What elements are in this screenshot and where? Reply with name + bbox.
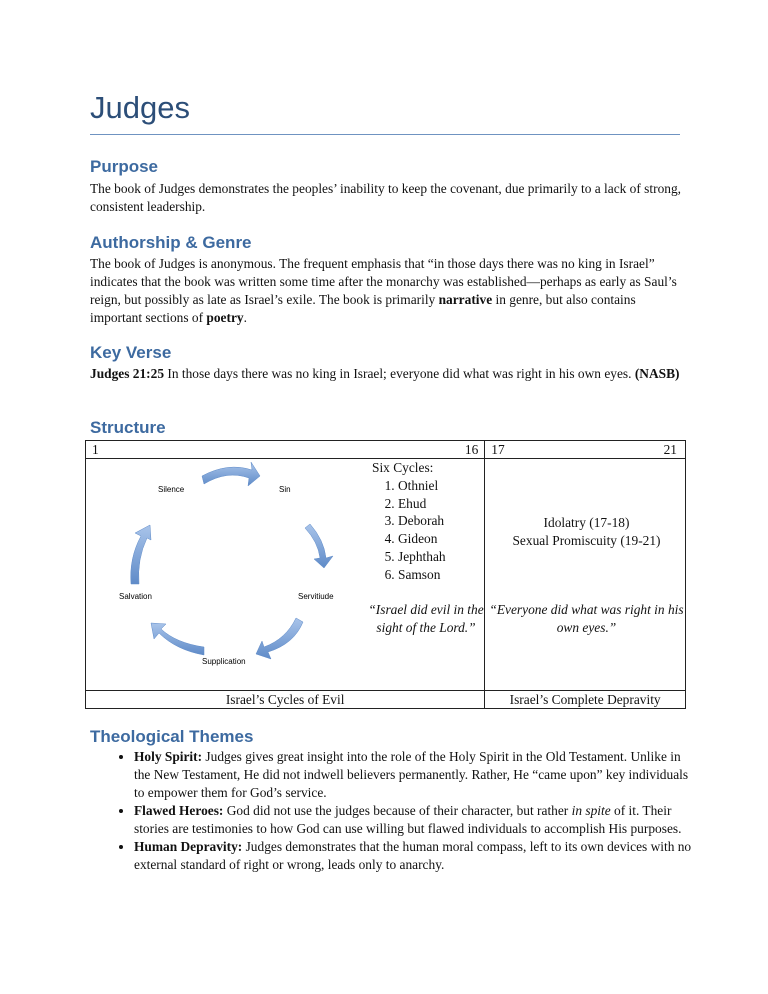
cycle-item: 2. Ehud	[398, 495, 446, 513]
cycle-item: 3. Deborah	[398, 512, 446, 530]
cycle-item: 4. Gideon	[398, 530, 446, 548]
narrative-term: narrative	[438, 292, 493, 307]
key-verse-text: Judges 21:25 In those days there was no king in Israel; everyone did what was right in his own eyes. (NASB)	[90, 366, 680, 381]
quote-right: “Everyone did what was right in his own eyes.”	[489, 602, 684, 635]
themes-heading: Theological Themes	[90, 727, 254, 746]
depravity-cell	[485, 459, 686, 691]
range-1-cell	[86, 441, 485, 459]
range-2-cell	[485, 441, 686, 459]
theme-item-flawed-heroes: • Flawed Heroes: God did not use the judges because of their character, but rather in spite of it. Their stories are testimonies to how God can use willing but flawed individuals to accomplish His purposes.	[134, 802, 692, 838]
caption-left: Israel’s Cycles of Evil	[86, 691, 485, 709]
key-verse-version: (NASB)	[634, 366, 680, 381]
arrow-supplication-to-salvation	[151, 623, 204, 655]
theme-item-human-depravity: • Human Depravity: Judges demonstrates that the human moral compass, left to its own devices with no external standard of right or wrong, leads only to anarchy.	[134, 838, 692, 874]
arrow-servitude-to-supplication	[256, 618, 303, 659]
label-sin: Sin	[279, 485, 291, 494]
cycle-diagram	[110, 458, 360, 678]
six-cycles	[372, 459, 446, 584]
quote-left: “Israel did evil in the sight of the Lord.”	[368, 602, 484, 635]
label-supplication: Supplication	[202, 657, 246, 666]
purpose-text: The book of Judges demonstrates the peoples’ inability to keep the covenant, due primarily to a lack of strong, consistent leadership.	[90, 181, 682, 214]
cycle-item: 6. Samson	[398, 566, 446, 584]
theme-item-holy-spirit: • Holy Spirit: Judges gives great insight into the role of the Holy Spirit in the Old Testament. Unlike in the New Testament, He did not indwell believers permanently. Rather, He “came upon” key individuals to empower them for God’s service.	[134, 748, 692, 802]
key-verse-heading: Key Verse	[90, 343, 172, 362]
cycle-item: 1. Othniel	[398, 477, 446, 495]
purpose-heading: Purpose	[90, 157, 159, 176]
key-verse-reference: Judges 21:25	[90, 366, 165, 381]
authorship-heading: Authorship & Genre	[90, 233, 252, 252]
caption-right: Israel’s Complete Depravity	[485, 691, 686, 709]
arrow-sin-to-servitude	[305, 524, 333, 568]
label-silence: Silence	[158, 485, 185, 494]
cycle-item: 5. Jephthah	[398, 548, 446, 566]
authorship-text: The book of Judges is anonymous. The frequent emphasis that “in those days there was no king in Israel” indicates that the book was written some time after the monarchy was established—perhaps as early as Saul’s reign, but possibly as late as Israel’s exile. The book is primarily narrative in genre, but also contains important sections of poetry.	[90, 256, 677, 325]
depravity-list	[487, 514, 686, 550]
range-1-end: 16	[464, 442, 479, 457]
range-2-end: 21	[663, 442, 677, 457]
themes-list	[112, 748, 692, 874]
range-2-start: 17	[491, 442, 505, 457]
label-servitude: Servitiude	[298, 592, 334, 601]
cycles-list	[372, 477, 446, 584]
title-divider	[90, 134, 680, 135]
range-1-start: 1	[92, 442, 99, 457]
promiscuity-text: Sexual Promiscuity (19-21)	[512, 533, 661, 548]
page-title: Judges	[90, 90, 190, 125]
six-cycles-title: Six Cycles:	[372, 460, 434, 475]
poetry-term: poetry	[206, 310, 244, 325]
label-salvation: Salvation	[119, 592, 152, 601]
structure-heading: Structure	[90, 418, 166, 437]
arrow-silence-to-sin	[202, 462, 260, 486]
idolatry-text: Idolatry (17-18)	[543, 515, 630, 530]
arrow-salvation-to-silence	[131, 525, 151, 584]
